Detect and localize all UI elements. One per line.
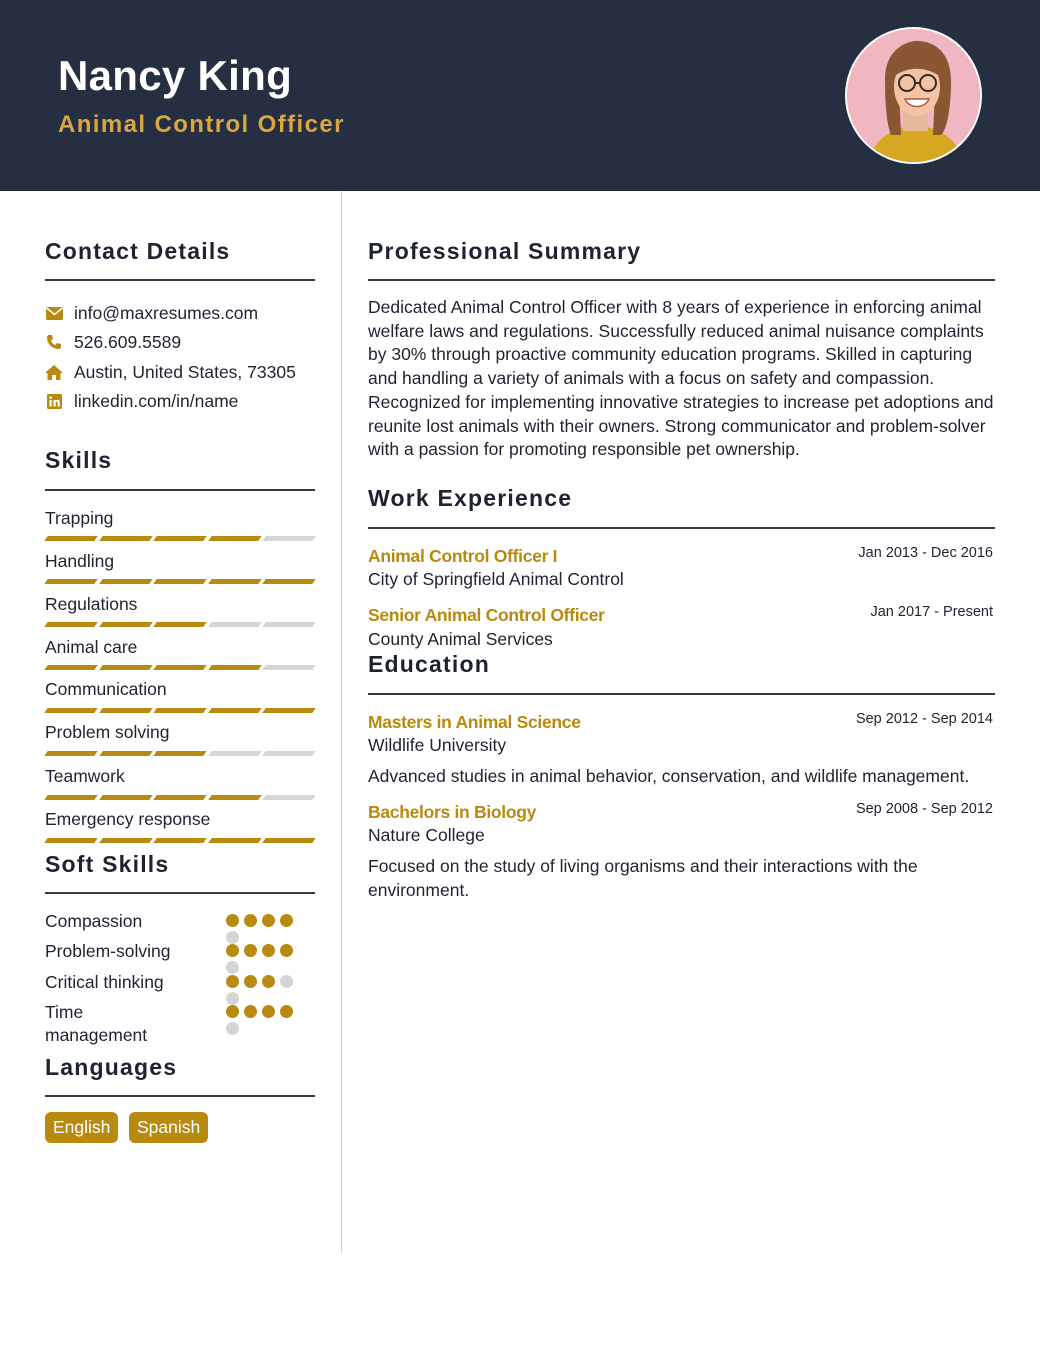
skill-level-segment	[99, 665, 152, 670]
job-employer: County Animal Services	[368, 629, 553, 649]
summary-section-rule	[368, 279, 995, 281]
skill-level-segment	[99, 751, 152, 756]
skill-label: Trapping	[45, 508, 114, 528]
skill-label: Animal care	[45, 637, 138, 657]
contact-phone-text: 526.609.5589	[74, 331, 182, 352]
soft-skills-section-rule	[45, 892, 315, 894]
skill-level-bar	[46, 708, 314, 714]
degree-dates: Sep 2008 - Sep 2012	[855, 801, 993, 817]
job-title: Senior Animal Control Officer	[368, 605, 605, 625]
skill-level-segment	[263, 838, 316, 843]
skill-label: Handling	[45, 551, 115, 571]
candidate-role: Animal Control Officer	[58, 111, 345, 138]
work-section-title: Work Experience	[368, 485, 573, 511]
soft-skill-label: Time management	[45, 1002, 148, 1045]
home-icon	[45, 363, 63, 381]
skill-label: Teamwork	[45, 766, 125, 786]
rating-dot	[226, 1022, 239, 1035]
job-employer: City of Springfield Animal Control	[368, 569, 624, 589]
rating-dot	[226, 961, 239, 974]
skill-level-segment	[99, 795, 152, 800]
skill-label: Emergency response	[45, 809, 211, 829]
skill-level-segment	[44, 751, 97, 756]
skill-level-segment	[44, 795, 97, 800]
skill-level-segment	[44, 838, 97, 843]
skill-level-segment	[44, 665, 97, 670]
skill-level-segment	[153, 665, 206, 670]
degree-dates: Sep 2012 - Sep 2014	[855, 711, 993, 727]
skill-level-segment	[208, 708, 261, 713]
skill-level-segment	[99, 622, 152, 627]
job-dates: Jan 2013 - Dec 2016	[858, 545, 993, 561]
skill-level-segment	[153, 751, 206, 756]
skill-level-segment	[153, 622, 206, 627]
skill-level-segment	[263, 751, 316, 756]
skill-level-segment	[99, 579, 152, 584]
education-section-title: Education	[368, 651, 490, 677]
rating-dot	[280, 944, 293, 957]
skill-level-segment	[44, 536, 97, 541]
linkedin-icon	[45, 392, 63, 410]
skill-level-bar	[46, 795, 314, 801]
degree-description: Focused on the study of living organisms and their interactions with the environment.	[368, 856, 918, 900]
education-section-rule	[368, 693, 995, 695]
skill-level-segment	[263, 622, 316, 627]
skill-level-segment	[153, 708, 206, 713]
degree-title: Bachelors in Biology	[368, 802, 537, 822]
skill-level-bar	[46, 536, 314, 542]
skill-level-segment	[263, 579, 316, 584]
rating-dot	[226, 975, 239, 988]
soft-skill-label: Problem-solving	[45, 941, 171, 961]
skills-section-rule	[45, 489, 315, 491]
contact-email[interactable]	[45, 301, 258, 325]
rating-dot	[244, 944, 257, 957]
contact-linkedin-text: linkedin.com/in/name	[74, 390, 239, 411]
skill-level-segment	[208, 622, 261, 627]
soft-skill-rating	[226, 944, 306, 958]
rating-dot	[280, 1005, 293, 1018]
degree-description: Advanced studies in animal behavior, conservation, and wildlife management.	[368, 766, 970, 786]
skill-label: Regulations	[45, 594, 138, 614]
languages-section-title: Languages	[45, 1054, 178, 1080]
soft-skills-section-title: Soft Skills	[45, 851, 170, 877]
rating-dot	[280, 914, 293, 927]
rating-dot	[226, 992, 239, 1005]
contact-email-text: info@maxresumes.com	[74, 302, 259, 323]
skill-level-segment	[153, 838, 206, 843]
language-badge: English	[45, 1112, 118, 1143]
skill-level-segment	[44, 708, 97, 713]
soft-skill-rating	[226, 975, 306, 989]
skill-level-segment	[263, 795, 316, 800]
skill-level-bar	[46, 751, 314, 757]
skill-label: Communication	[45, 679, 167, 699]
rating-dot	[262, 975, 275, 988]
skill-level-segment	[208, 579, 261, 584]
skill-label: Problem solving	[45, 722, 170, 742]
skill-level-bar	[46, 838, 314, 844]
skill-level-segment	[99, 838, 152, 843]
resume-header	[0, 0, 1040, 191]
soft-skill-label: Compassion	[45, 911, 143, 931]
skill-level-bar	[46, 579, 314, 585]
skill-level-segment	[99, 708, 152, 713]
contact-linkedin[interactable]	[45, 389, 238, 413]
skill-level-bar	[46, 622, 314, 628]
rating-dot	[226, 931, 239, 944]
contact-section-title: Contact Details	[45, 238, 231, 264]
skill-level-segment	[263, 536, 316, 541]
rating-dot	[262, 1005, 275, 1018]
summary-text: Dedicated Animal Control Officer with 8 years of experience in enforcing animal welfare laws and regulations. Successfully reduced animal nuisance complaints by 30% through proactive community education programs. Skilled in capturing and handling a variety of animals with a focus on safety and compassion. Recognized for implementing innovative strategies to increase pet adoptions and reunite lost animals with their owners. Strong communicator and problem-solver with a passion for promoting responsible pet ownership.	[368, 297, 994, 460]
soft-skill-label: Critical thinking	[45, 972, 164, 992]
summary-section-title: Professional Summary	[368, 238, 642, 264]
rating-dot	[280, 975, 293, 988]
skill-level-segment	[99, 536, 152, 541]
skill-level-segment	[208, 751, 261, 756]
column-divider	[341, 191, 342, 1253]
skill-level-segment	[44, 579, 97, 584]
degree-title: Masters in Animal Science	[368, 712, 581, 732]
skills-section-title: Skills	[45, 447, 113, 473]
skill-level-segment	[263, 665, 316, 670]
rating-dot	[244, 1005, 257, 1018]
soft-skill-rating	[226, 1005, 306, 1019]
work-section-rule	[368, 527, 995, 529]
skill-level-segment	[208, 795, 261, 800]
envelope-icon	[45, 304, 63, 322]
contact-section-rule	[45, 279, 315, 281]
language-badge: Spanish	[129, 1112, 208, 1143]
rating-dot	[226, 944, 239, 957]
skill-level-segment	[153, 579, 206, 584]
skill-level-segment	[208, 536, 261, 541]
rating-dot	[262, 944, 275, 957]
rating-dot	[226, 914, 239, 927]
rating-dot	[244, 914, 257, 927]
job-title: Animal Control Officer I	[368, 546, 558, 566]
skill-level-segment	[208, 838, 261, 843]
job-dates: Jan 2017 - Present	[870, 604, 993, 620]
rating-dot	[226, 1005, 239, 1018]
skill-level-segment	[153, 795, 206, 800]
languages-section-rule	[45, 1095, 315, 1097]
contact-address	[45, 360, 296, 384]
phone-icon	[45, 333, 63, 351]
soft-skill-rating	[226, 914, 306, 928]
school-name: Wildlife University	[368, 735, 507, 755]
candidate-name: Nancy King	[58, 52, 293, 99]
rating-dot	[262, 914, 275, 927]
skill-level-segment	[44, 622, 97, 627]
school-name: Nature College	[368, 825, 485, 845]
contact-address-text: Austin, United States, 73305	[74, 361, 296, 382]
skill-level-segment	[208, 665, 261, 670]
skill-level-segment	[153, 536, 206, 541]
skill-level-segment	[263, 708, 316, 713]
rating-dot	[244, 975, 257, 988]
contact-phone[interactable]	[45, 330, 181, 354]
avatar	[845, 27, 982, 164]
skill-level-bar	[46, 665, 314, 671]
